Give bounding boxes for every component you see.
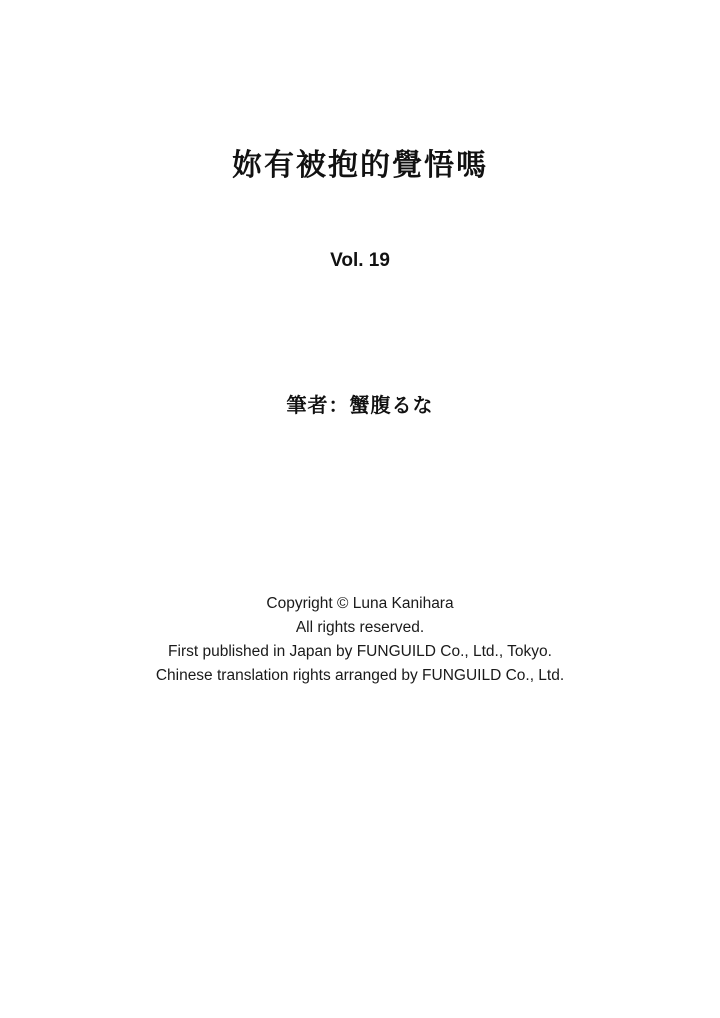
author-credit: 筆者：蟹腹るな: [286, 395, 434, 417]
copyright-line-3: First published in Japan by FUNGUILD Co., Ltd., Tokyo.: [168, 643, 552, 660]
copyright-block: [0, 592, 720, 688]
page-title: 妳有被抱的覺悟嗎: [232, 149, 488, 182]
copyright-line-2: All rights reserved.: [295, 619, 425, 636]
copyright-line-1: Copyright © Luna Kanihara: [266, 595, 454, 612]
copyright-line-4: Chinese translation rights arranged by FUNGUILD Co., Ltd.: [155, 667, 565, 684]
volume-label: Vol. 19: [330, 250, 390, 271]
